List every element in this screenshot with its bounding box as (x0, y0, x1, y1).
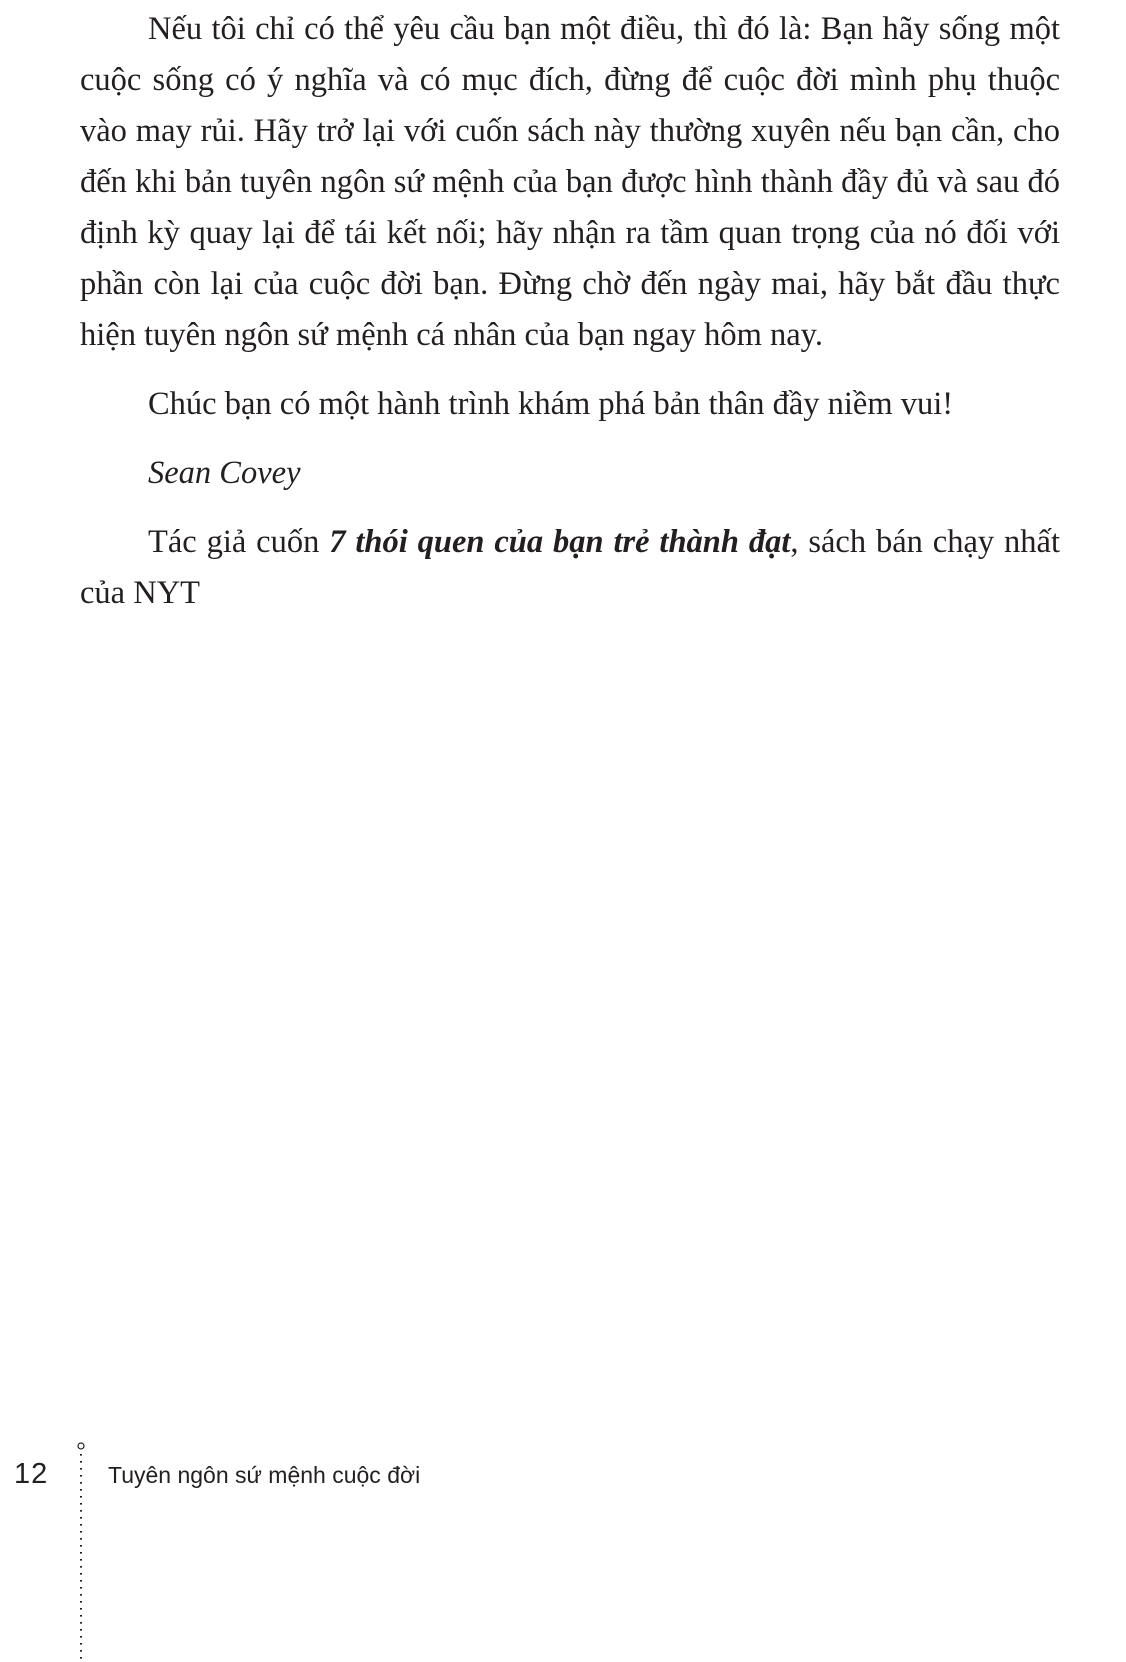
credit-suffix: , sách bán chạy nhất của NYT (80, 524, 1060, 611)
body-text (80, 4, 1060, 637)
page-number: 12 (14, 1458, 49, 1490)
author-signature: Sean Covey (148, 455, 301, 491)
dotted-rule (77, 1442, 85, 1662)
paragraph-mission: Nếu tôi chỉ có thể yêu cầu bạn một điều, thì đó là: Bạn hãy sống một cuộc sống có ý nghĩa và có mục đích, đừng để cuộc đời mình phụ thuộc vào may rủi. Hãy trở lại với cuốn sách này thường xuyên nếu bạn cần, cho đến khi bản tuyên ngôn sứ mệnh của bạn được hình thành đầy đủ và sau đó định kỳ quay lại để tái kết nối; hãy nhận ra tầm quan trọng của nó đối với phần còn lại của cuộc đời bạn. Đừng chờ đến ngày mai, hãy bắt đầu thực hiện tuyên ngôn sứ mệnh cá nhân của bạn ngay hôm nay. (80, 11, 1060, 353)
page-footer (0, 1442, 1126, 1662)
running-title: Tuyên ngôn sứ mệnh cuộc đời (108, 1462, 421, 1488)
author-credit (80, 517, 1060, 619)
credit-prefix: Tác giả cuốn (148, 524, 330, 560)
paragraph-wishes: Chúc bạn có một hành trình khám phá bản thân đầy niềm vui! (148, 386, 954, 422)
book-title: 7 thói quen của bạn trẻ thành đạt (329, 524, 791, 560)
